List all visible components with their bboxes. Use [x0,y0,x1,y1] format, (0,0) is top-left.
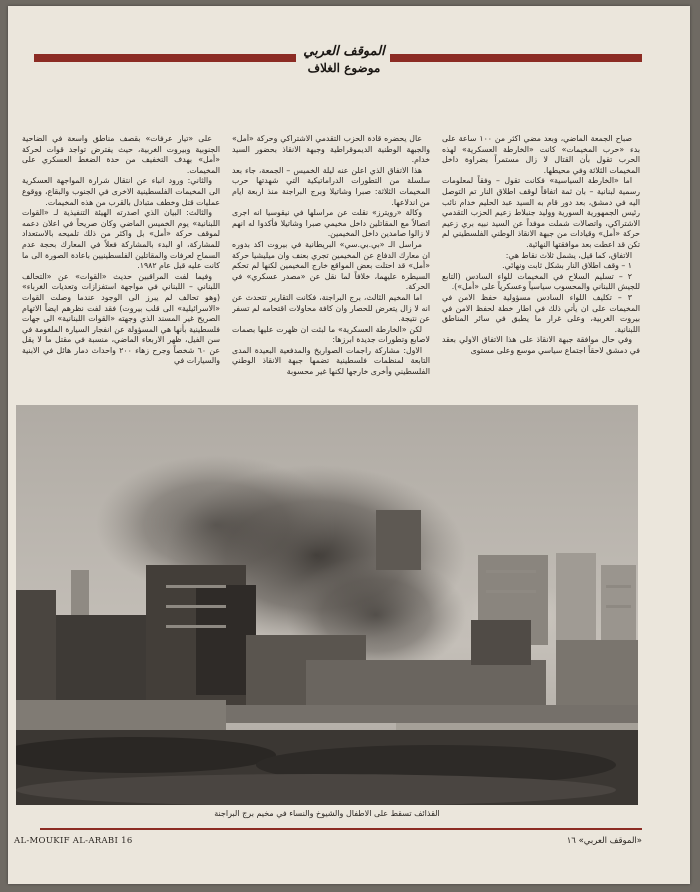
paragraph: ١ – وقف اطلاق النار بشكل ثابت ونهائي. [502,261,632,271]
paragraph: الاول: مشاركة راجمات الصواريخ والمدفعية البعيدة المدى التابعة لمنظمات فلسطينية تضمها جبهة الانقاذ الوطني الفلسطيني وأخرى خارجها لكنها غير محسوبة [232,345,430,377]
magazine-page [8,6,690,884]
photo-caption: القذائف تسقط على الاطفال والشيوخ والنساء في مخيم برج البراجنة [214,809,440,818]
paragraph: اما «الخارطة السياسية» فكانت تقول – وفقاً لمعلومات رسمية لبنانية – بان ثمة اتفاقاً لوقف اطلاق النار تم التوصل اليه في دمشق، بعد دور قام به السيد عبد الحليم خدام نائب رئيس الجمهورية السورية ووليد جنبلاط زعيم الحزب التقدمي الاشتراكي، واتصالات شملت موفداً عن السيد نبيه بري زعيم حركة «أمل» وقيادات من جبهة الانقاذ الوطني الفلسطيني لم تكن قد اعطت بعد موافقتها النهائية. [442,176,640,249]
paragraph: وفيما لفت المراقبين حديث «القوات» عن «التحالف اللبناني – اللبناني في مواجهة استفزازات وتعديات الغرباء» (وهو تحالف لم يبرز الى الوجود عندما وصلت القوات «الاسرائيلية» الى قلب بيروت) فقد لفت نظرهم ايضاً الاتهام الصريح غير المسند الذي وجهته «القوات اللبنانية» الى جهات فلسطينية بأنها هي المسؤولة عن انفجار السيارة الملغومة في سن الفيل، ظهر الاربعاء الماضي، منسبة في مقتل ما لا يقل عن ٦٠ شخصاً وجرح زهاء ٢٠٠ واحداث دمار هائل في الابنية والسيارات في [22,271,220,366]
paragraph: والثالث: البيان الذي اصدرته الهيئة التنفيذية لـ «القوات اللبنانية» يوم الخميس الماضي وكان صريحاً في اعلان دعمه لموقف حركة «أمل» بل واكثر من ذلك تلميحه بالاستعداد للمشاركة، او البدء بالمشاركة فعلاً في المعارك بحجة عدم السماح لعرفات والمقاتلين الفلسطينيين باعادة الصورة الى ما كانت عليه قبل عام ١٩٨٢. [22,208,220,271]
article-column-left [22,134,220,402]
footer-rule [40,828,642,830]
article-column-right [442,134,640,402]
paragraph: مراسل الـ «بي.بي.سي» البريطانية في بيروت اكد بدوره ان معارك الدفاع عن المخيمين تجري بعنف وان ميليشيا حركة «أمل» قد احتلت بعض المواقع خارج المخيمين لكنها لم تحكم السيطرة عليهما، خلافاً لما نقل عن «مصدر عسكري» في الحركة. [232,239,430,292]
paragraph: ٢ – تسليم السلاح في المخيمات للواء السادس (التابع للجيش اللبناني والمحسوب سياسياً وعسكرياً على «أمل»). [442,271,640,292]
paragraph: صباح الجمعة الماضي، وبعد مضي اكثر من ١٠٠ ساعة على بدء «حرب المخيمات» كانت «الخارطة العسكرية» لهذه الحرب تقول بأن القتال لا زال مستمراً بضراوة داخل المخيمات الثلاثة وفي محيطها. [442,134,640,175]
paragraph: الاتفاق، كما قيل، يشمل ثلاث نقاط هي: [505,250,632,260]
paragraph: هذا الاتفاق الذي اعلن عنه ليلة الخميس – الجمعة، جاء بعد سلسلة من التطورات الدراماتيكية التي شهدتها حرب المخيمات الثلاثة: صبرا وشاتيلا وبرج البراجنة منذ اربعة ايام من اندلاعها. [232,165,430,207]
masthead-logo: الموقف العربي [303,44,385,59]
paragraph: اما المخيم الثالث، برج البراجنة، فكانت التقارير تتحدث عن انه لا زال يتعرض للحصار وان كافة محاولات اقتحامه لم تسفر عن نتيجة. [232,292,430,324]
paragraph: والثاني: ورود انباء عن انتقال شرارة المواجهة العسكرية الى المخيمات الفلسطينية الاخرى في الجنوب والبقاع، ووقوع عمليات قتل وخطف متبادل بالقرب من هذه المخيمات. [22,176,220,207]
paragraph: وكالة «رويترز» نقلت عن مراسلها في نيقوسيا انه اجرى اتصالاً مع المقاتلين داخل مخيمي صبرا وشاتيلا فأكدوا له انهم لا زالوا صامدين داخل المخيمين. [232,208,430,239]
camp-shelling-photo [16,405,638,805]
section-title: موضوع الغلاف [307,61,381,75]
footer-magazine-name: AL-MOUKIF AL-ARABI 16 [14,836,133,846]
paragraph: ٣ – تكليف اللواء السادس مسؤولية حفظ الامن في المخيمات على ان يأتي ذلك في اطار خطة لحفظ الامن في بيروت الغربية، وعلى غرار ما يطبق في سائر المناطق اللبنانية. [442,292,640,334]
article-column-middle [232,134,430,402]
news-photo [16,405,638,805]
header-rule-right [390,54,642,62]
paragraph: وفي حال موافقة جبهة الانقاذ على هذا الاتفاق الاولي بعقد في دمشق لاحقاً اجتماع سياسي موسع وعلى مستوى [442,335,640,355]
paragraph: على «تيار عرفات» بقصف مناطق واسعة في الضاحية الجنوبية وبيروت الغربية، حيث يفترض تواجد قوات لحركة «أمل» بهدف التخفيف من حدة الضغط العسكري على المخيمات. [22,134,220,175]
paragraph: لكن «الخارطة العسكرية» ما لبثت ان ظهرت عليها بصمات لاصابع وتطورات جديدة ابرزها: [232,324,430,345]
header-rule-left [34,54,296,62]
masthead [298,44,390,84]
footer-page-number: «الموقف العربي» ١٦ [566,836,642,846]
paragraph: عال يحضره قادة الحزب التقدمي الاشتراكي وحركة «أمل» والجبهة الوطنية الديموقراطية وجبهة الانقاذ بحضور السيد خدام. [232,134,430,165]
